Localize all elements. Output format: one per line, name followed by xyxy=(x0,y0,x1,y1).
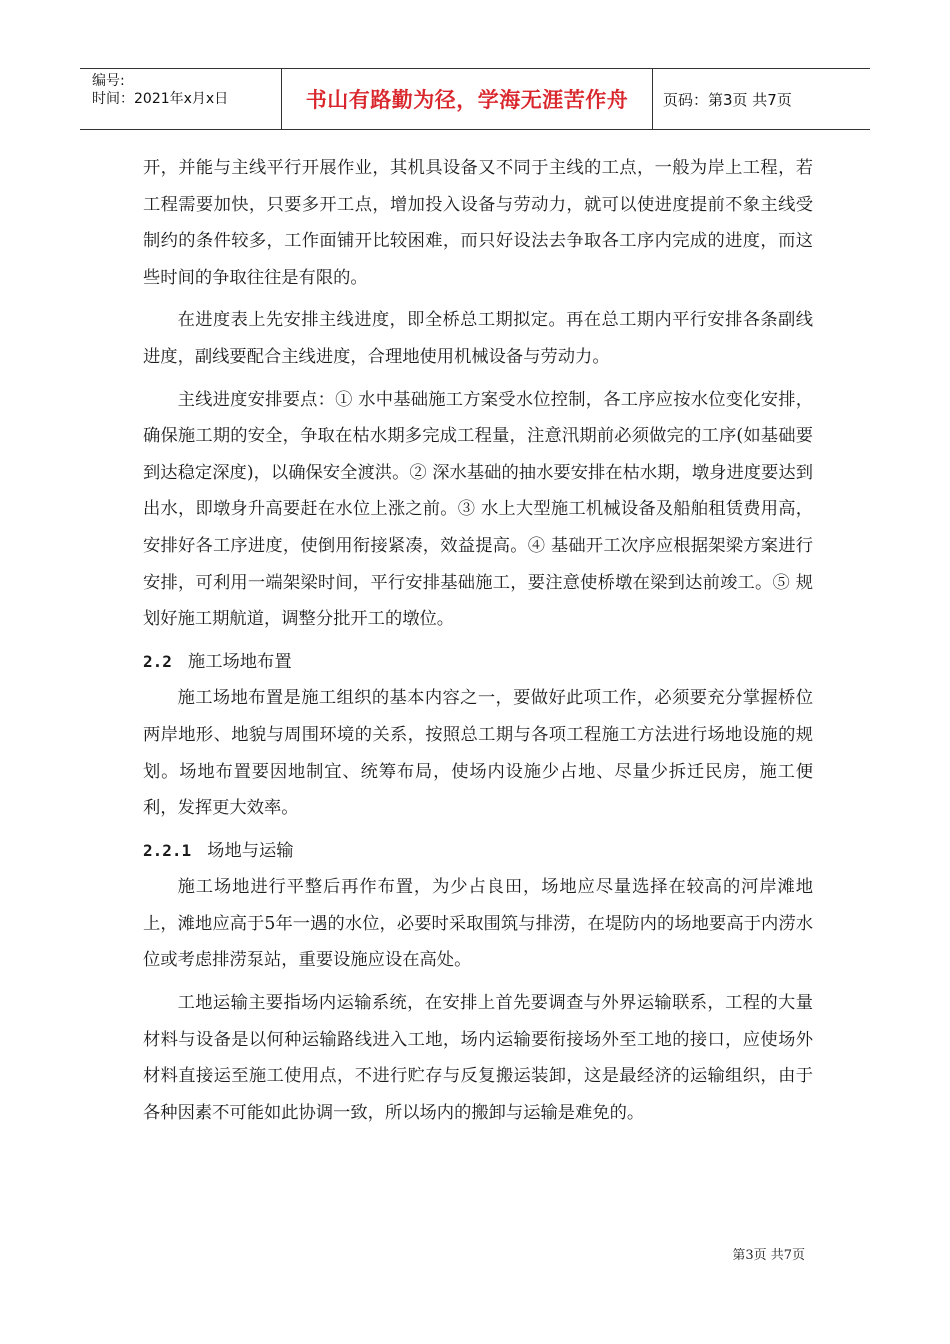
section-number: 2.2 xyxy=(143,651,172,671)
section-heading-2-2 xyxy=(143,644,813,681)
paragraph: 施工场地进行平整后再作布置，为少占良田，场地应尽量选择在较高的河岸滩地上，滩地应高于5年一遇的水位，必要时采取围筑与排涝，在堤防内的场地要高于内涝水位或考虑排涝泵站，重要设施应设在高处。 xyxy=(143,877,813,971)
document-body xyxy=(143,150,813,1131)
header-motto: 书山有路勤为径，学海无涯苦作舟 xyxy=(281,69,653,129)
header-table xyxy=(80,68,870,130)
header-meta xyxy=(80,69,281,129)
section-title: 施工场地布置 xyxy=(187,651,292,672)
paragraph: 在进度表上先安排主线进度，即全桥总工期拟定。再在总工期内平行安排各条副线进度，副线要配合主线进度，合理地使用机械设备与劳动力。 xyxy=(143,310,813,367)
footer-page-info: 第3页 共7页 xyxy=(732,1248,805,1263)
paragraph: 施工场地布置是施工组织的基本内容之一，要做好此项工作，必须要充分掌握桥位两岸地形、地貌与周围环境的关系，按照总工期与各项工程施工方法进行场地设施的规划。场地布置要因地制宜、统筹布局，使场内设施少占地、尽量少拆迁民房，施工便利，发挥更大效率。 xyxy=(143,688,813,819)
paragraph: 开，并能与主线平行开展作业，其机具设备又不同于主线的工点，一般为岸上工程，若工程需要加快，只要多开工点，增加投入设备与劳动力，就可以使进度提前不象主线受制约的条件较多，工作面铺开比较困难，而只好设法去争取各工序内完成的进度，而这些时间的争取往往是有限的。 xyxy=(143,158,813,288)
section-number: 2.2.1 xyxy=(143,840,192,860)
date-line: 时间：2021年x月x日 xyxy=(92,91,229,107)
number-label: 编号: xyxy=(92,73,125,89)
paragraph: 工地运输主要指场内运输系统，在安排上首先要调查与外界运输联系，工程的大量材料与设备是以何种运输路线进入工地，场内运输要衔接场外至工地的接口，应使场外材料直接运至施工使用点，不进行贮存与反复搬运装卸，这是最经济的运输组织，由于各种因素不可能如此协调一致，所以场内的搬卸与运输是难免的。 xyxy=(143,993,813,1123)
header-page-info: 页码：第3页 共7页 xyxy=(663,90,792,109)
section-heading-2-2-1 xyxy=(143,833,813,870)
paragraph: 主线进度安排要点：① 水中基础施工方案受水位控制，各工序应按水位变化安排，确保施工期的安全，争取在枯水期多完成工程量，注意汛期前必须做完的工序(如基础要到达稳定深度)，以确保安全渡洪。② 深水基础的抽水要安排在枯水期，墩身进度要达到出水，即墩身升高要赶在水位上涨之前。③ 水上大型施工机械设备及船舶租赁费用高，安排好各工序进度，使倒用衔接紧凑，效益提高。④ 基础开工次序应根据架梁方案进行安排，可利用一端架梁时间，平行安排基础施工，要注意使桥墩在梁到达前竣工。⑤ 规划好施工期航道，调整分批开工的墩位。 xyxy=(143,389,813,630)
section-title: 场地与运输 xyxy=(207,840,294,861)
